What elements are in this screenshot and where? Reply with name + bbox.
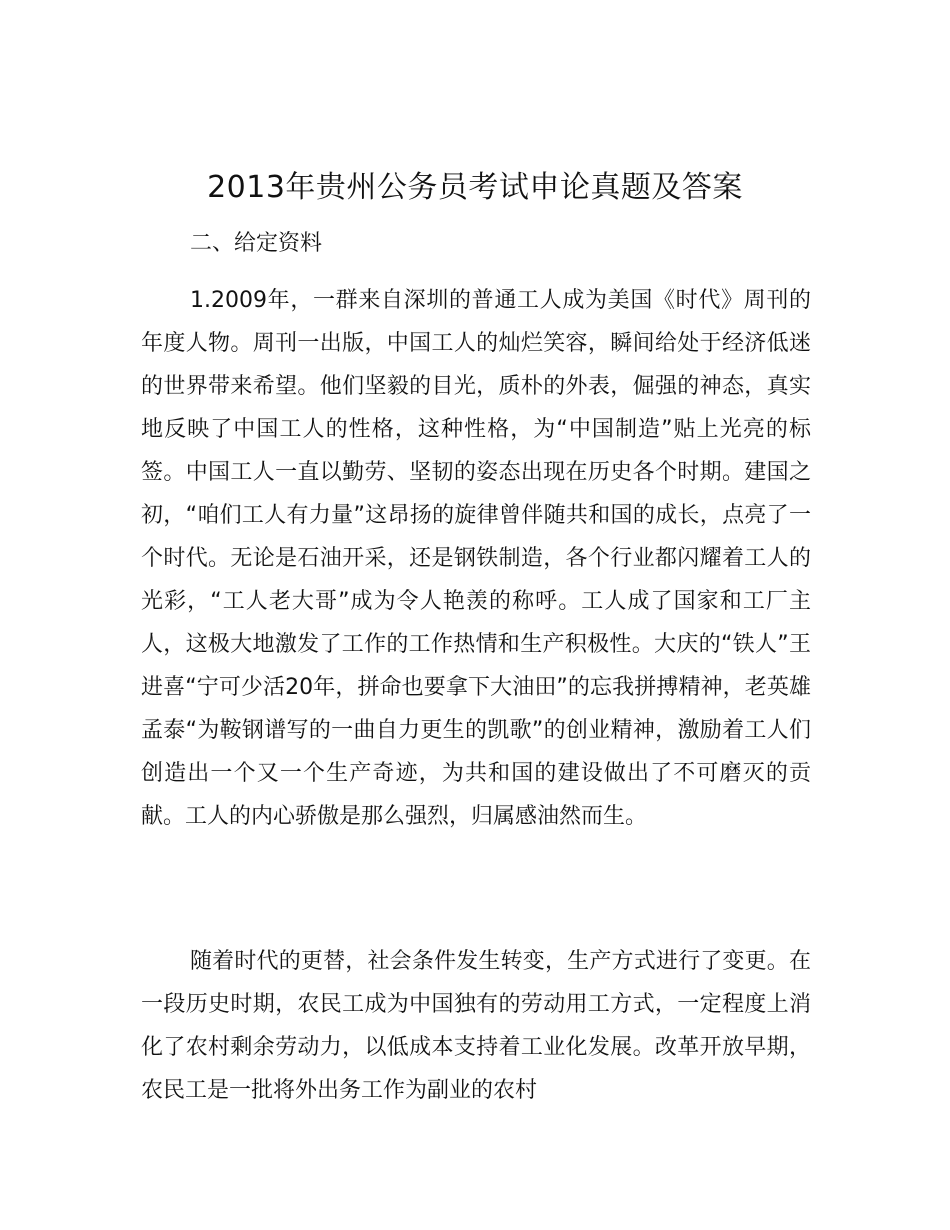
section-heading: 二、给定资料	[190, 231, 323, 256]
paragraph-1: 1.2009年，一群来自深圳的普通工人成为美国《时代》周刊的年度人物。周刊一出版，中国工人的灿烂笑容，瞬间给处于经济低迷的世界带来希望。他们坚毅的目光，质朴的外表，倔强的神态，真实地反映了中国工人的性格，这种性格，为“中国制造”贴上光亮的标签。中国工人一直以勤劳、坚韧的姿态出现在历史各个时期。建国之初，“咱们工人有力量”这昂扬的旋律曾伴随共和国的成长，点亮了一个时代。无论是石油开采，还是钢铁制造，各个行业都闪耀着工人的光彩，“工人老大哥”成为令人艳羡的称呼。工人成了国家和工厂主人，这极大地激发了工作的工作热情和生产积极性。大庆的“铁人”王进喜“宁可少活20年，拼命也要拿下大油田”的忘我拼搏精神，老英雄孟泰“为鞍钢谱写的一曲自力更生的凯歌”的创业精神，激励着工人们创造出一个又一个生产奇迹，为共和国的建设做出了不可磨灭的贡献。工人的内心骄傲是那么强烈，归属感油然而生。	[141, 288, 811, 829]
paragraph-2: 随着时代的更替，社会条件发生转变，生产方式进行了变更。在一段历史时期，农民工成为中国独有的劳动用工方式，一定程度上消化了农村剩余劳动力，以低成本支持着工业化发展。改革开放早期，农民工是一批将外出务工作为副业的农村	[141, 949, 811, 1103]
page-title: 2013年贵州公务员考试申论真题及答案	[207, 170, 743, 205]
